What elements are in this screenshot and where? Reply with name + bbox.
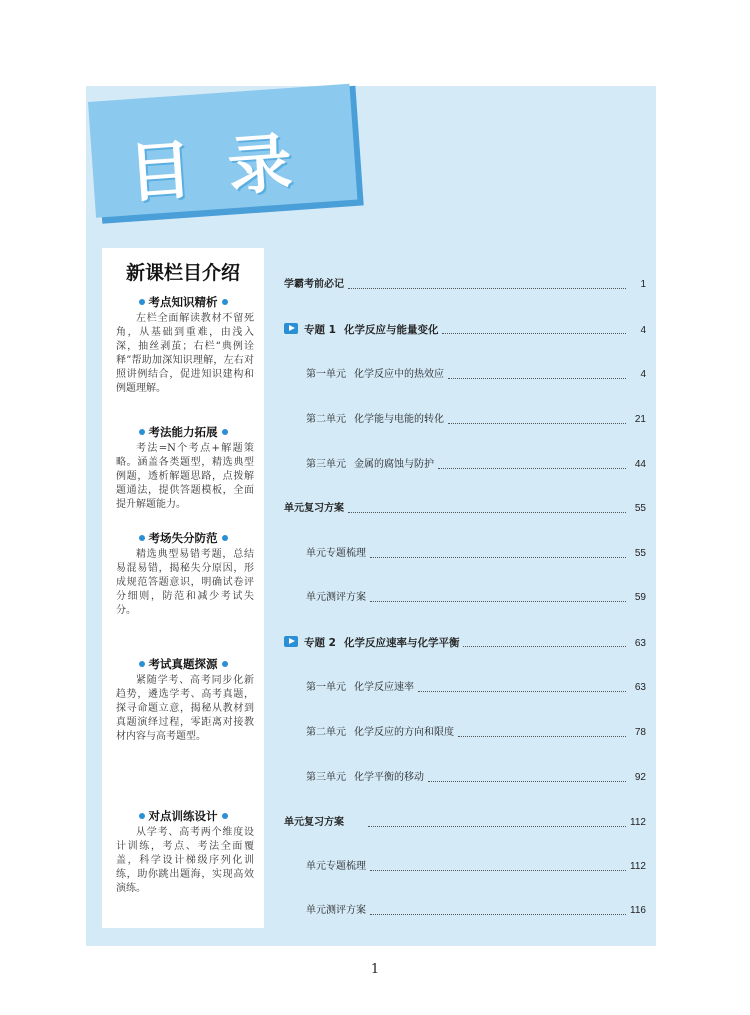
unit-name: 第一单元: [306, 369, 346, 380]
toc-page: 55: [634, 548, 646, 559]
unit-title: 化学反应速率: [354, 682, 414, 693]
dot-leader: [370, 550, 626, 558]
toc-page: 4: [640, 369, 646, 380]
page-title: 目录: [125, 124, 331, 212]
section-heading: [102, 808, 264, 824]
toc-label: 单元复习方案: [284, 817, 344, 828]
dot-icon: [222, 661, 228, 667]
section-heading-text: 对点训练设计: [148, 809, 218, 823]
toc-page: 44: [634, 459, 646, 470]
topic-title: 化学反应速率与化学平衡: [343, 637, 460, 649]
unit-name: 第二单元: [306, 414, 346, 425]
toc-entry[interactable]: [284, 278, 646, 292]
toc-entry[interactable]: [306, 771, 646, 785]
dot-leader: [458, 729, 626, 737]
intro-section: [102, 808, 264, 896]
toc-page: 21: [634, 414, 646, 425]
toc-page: 4: [640, 325, 646, 336]
play-icon: [284, 636, 298, 647]
dot-leader: [448, 371, 626, 379]
unit-title: 金属的腐蚀与防护: [354, 459, 434, 470]
toc-page: 1: [640, 279, 646, 290]
topic-number: 专题 2: [304, 637, 336, 649]
unit-name: 第三单元: [306, 459, 346, 470]
dot-leader: [348, 505, 626, 513]
toc-label: 单元测评方案: [306, 905, 366, 916]
intro-title: 新课栏目介绍: [125, 262, 240, 284]
toc-label: 单元复习方案: [284, 503, 344, 514]
dot-leader: [442, 326, 626, 334]
toc-entry[interactable]: [306, 591, 646, 605]
section-heading-text: 考点知识精析: [148, 295, 218, 309]
unit-title: 化学平衡的移动: [354, 772, 424, 783]
dot-icon: [139, 429, 145, 435]
intro-section: [102, 530, 264, 618]
toc-page: 112: [630, 861, 646, 872]
intro-section: [102, 656, 264, 744]
section-body: 从学考、高考两个维度设计训练，考点、考法全面覆盖，科学设计梯级序列化训练，助你跳出题海，实现高效演练。: [116, 827, 254, 894]
toc-page: 55: [634, 503, 646, 514]
dot-icon: [139, 661, 145, 667]
unit-title: 化学反应的方向和限度: [354, 727, 454, 738]
toc-entry[interactable]: [306, 681, 646, 695]
toc-page: 92: [634, 772, 646, 783]
toc-entry[interactable]: [306, 368, 646, 382]
toc-entry[interactable]: [306, 458, 646, 472]
dot-leader: [438, 461, 626, 469]
dot-icon: [139, 813, 145, 819]
toc-page: 112: [630, 817, 646, 828]
toc-entry[interactable]: [306, 413, 646, 427]
section-heading-text: 考法能力拓展: [148, 425, 218, 439]
toc-label: 学霸考前必记: [284, 279, 344, 290]
column-intro-box: [102, 248, 264, 928]
toc-page: 78: [634, 727, 646, 738]
dot-leader: [368, 819, 626, 827]
dot-leader: [370, 594, 626, 602]
section-heading-text: 考场失分防范: [148, 531, 218, 545]
dot-leader: [448, 416, 626, 424]
toc-label: [306, 771, 424, 785]
dot-leader: [428, 774, 626, 782]
section-heading: [102, 656, 264, 672]
section-heading: [102, 530, 264, 546]
unit-name: 第二单元: [306, 727, 346, 738]
section-body: 紧随学考、高考同步化新趋势，遴选学考、高考真题，探寻命题立意，揭秘从教材到真题演绎过程，零距离对接教材内容与高考题型。: [116, 675, 254, 742]
toc-label: [306, 458, 434, 472]
toc-entry[interactable]: [284, 636, 646, 650]
toc-label: [306, 413, 444, 427]
dot-leader: [463, 639, 626, 647]
toc-label: 单元专题梳理: [306, 548, 366, 559]
section-body: 左栏全面解读教材不留死角，从基础到重难，由浅入深，抽丝剥茧；右栏“典例诠释”帮助加深知识理解，左右对照讲例结合，促进知识建构和例题理解。: [116, 313, 254, 394]
section-heading: [102, 294, 264, 310]
toc-label: [284, 323, 438, 337]
toc-label: [306, 368, 444, 382]
intro-section: [102, 294, 264, 396]
play-icon: [284, 323, 298, 334]
toc-page: 59: [634, 592, 646, 603]
dot-leader: [370, 907, 626, 915]
unit-name: 第三单元: [306, 772, 346, 783]
unit-title: 化学反应中的热效应: [354, 369, 444, 380]
page-number: 1: [370, 962, 380, 977]
dot-icon: [222, 535, 228, 541]
toc-label: [306, 681, 414, 695]
toc-label: [306, 726, 454, 740]
toc-entry[interactable]: [284, 816, 646, 830]
dot-leader: [370, 863, 626, 871]
dot-icon: [222, 299, 228, 305]
toc-entry[interactable]: [284, 323, 646, 337]
toc-entry[interactable]: [306, 860, 646, 874]
toc-entry[interactable]: [284, 502, 646, 516]
toc-page: 63: [634, 638, 646, 649]
dot-leader: [418, 684, 626, 692]
dot-icon: [222, 813, 228, 819]
dot-icon: [139, 299, 145, 305]
topic-title: 化学反应与能量变化: [343, 324, 439, 336]
unit-name: 第一单元: [306, 682, 346, 693]
toc-page: 63: [634, 682, 646, 693]
toc-page: 116: [630, 905, 646, 916]
section-heading: [102, 424, 264, 440]
topic-number: 专题 1: [304, 324, 336, 336]
intro-section: [102, 424, 264, 512]
dot-icon: [222, 429, 228, 435]
dot-icon: [139, 535, 145, 541]
dot-leader: [348, 281, 626, 289]
toc-entry[interactable]: [306, 904, 646, 918]
section-heading-text: 考试真题探源: [148, 657, 218, 671]
toc-entry[interactable]: [306, 547, 646, 561]
toc-entry[interactable]: [306, 726, 646, 740]
toc-label: 单元专题梳理: [306, 861, 366, 872]
section-body: 考法=N个考点+解题策略。涵盖各类题型，精选典型例题，透析解题思路，点拨解题通法，提供答题模板，全面提升解题能力。: [116, 443, 254, 510]
toc-label: [284, 636, 459, 650]
section-body: 精选典型易错考题，总结易混易错，揭秘失分原因，形成规范答题意识，明确试卷评分细则，防范和减少考试失分。: [116, 549, 254, 616]
toc-label: 单元测评方案: [306, 592, 366, 603]
unit-title: 化学能与电能的转化: [354, 414, 444, 425]
